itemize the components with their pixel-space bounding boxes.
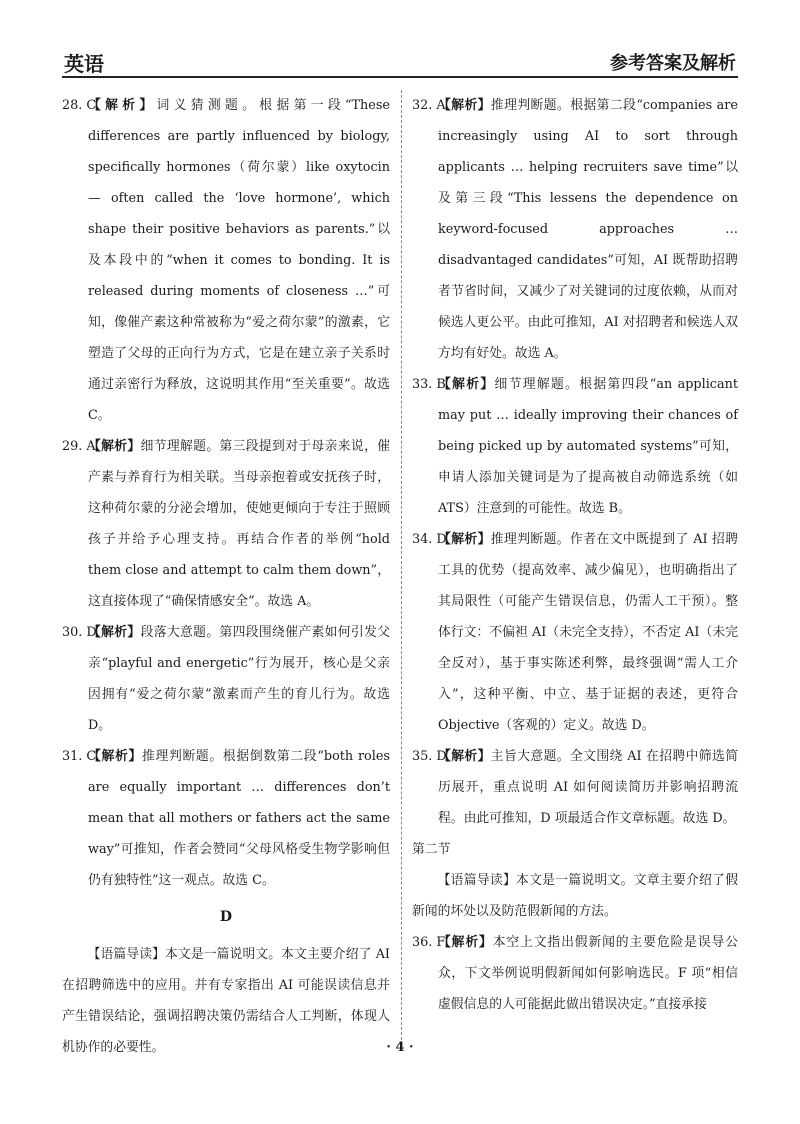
page-number: · 4 · (386, 1040, 414, 1055)
answer-number: 30. D (62, 625, 97, 640)
page-header (62, 44, 738, 78)
answer-item-35 (412, 741, 738, 834)
answer-item-29 (62, 431, 390, 617)
answer-text: 主旨大意题。全文围绕 AI 在招聘中筛选简历展开，重点说明 AI 如何阅读简历并影响招聘流程。由此可推知，D 项最适合作文章标题。故选 D。 (438, 749, 738, 826)
answer-number: 29. A (62, 439, 96, 454)
answer-number: 28. C (62, 98, 97, 113)
answer-number: 32. A (412, 98, 446, 113)
answer-item-34 (412, 524, 738, 741)
answer-text: 推理判断题。作者在文中既提到了 AI 招聘工具的优势（提高效率、减少偏见），也明确指出了其局限性（可能产生错误信息，仍需人工干预）。整体行文：不偏袒 AI（未完全支持），不否定 AI（未完全反对），基于事实陈述利弊，最终强调“需人工介入”，这种平衡、中立、基于证据的表述，更符合 Objective（客观的）定义。故选 D。 (438, 532, 738, 733)
answer-item-30 (62, 617, 390, 741)
answer-number: 34. D (412, 532, 447, 547)
answer-item-36 (412, 927, 738, 1020)
answer-text: 推理判断题。根据倒数第二段“both roles are equally important … differences don’t mean that all mothers or fathers act the same way”可推知，作者会赞同“父母风格受生物学影响但仍有独特性”这一观点。故选 C。 (88, 749, 390, 888)
section-heading-2: 第二节 (412, 842, 451, 857)
analysis-label: 【解析】 (438, 749, 491, 764)
answer-item-31 (62, 741, 390, 896)
answer-text: 本空上文指出假新闻的主要危险是误导公众，下文举例说明假新闻如何影响选民。F 项“相信虚假信息的人可能据此做出错误决定。”直接承接 (438, 935, 739, 1012)
answer-text: 推理判断题。根据第二段“companies are increasingly using AI to sort through applicants … helping recruiters save time”以及第三段“This lessens the dependence on keyword-focused approaches … disadvantaged candidates”可知，AI 既帮助招聘者节省时间，又减少了对关键词的过度依赖，从而对候选人更公平。由此可推知，AI 对招聘者和候选人双方均有好处。故选 A。 (438, 98, 738, 361)
answer-text: 细节理解题。第三段提到对于母亲来说，催产素与养育行为相关联。当母亲抱着或安抚孩子时，这种荷尔蒙的分泌会增加，使她更倾向于专注于照顾孩子并给予心理支持。再结合作者的举例“hold them close and attempt to calm them down”，这直接体现了“确保情感安全”。故选 A。 (88, 439, 391, 609)
passage-intro-d: 【语篇导读】本文是一篇说明文。本文主要介绍了 AI 在招聘筛选中的应用。并有专家指出 AI 可能误读信息并产生错误结论，强调招聘决策仍需结合人工判断，体现人机协作的必要性。 (62, 947, 390, 1055)
analysis-label: 【解析】 (88, 98, 157, 113)
analysis-label: 【解析】 (88, 625, 141, 640)
answer-item-28 (62, 90, 390, 431)
answer-number: 35. D (412, 749, 447, 764)
answer-number: 31. C (62, 749, 97, 764)
answer-text: 段落大意题。第四段围绕催产素如何引发父亲“playful and energetic”行为展开，核心是父亲因拥有“爱之荷尔蒙”激素而产生的育儿行为。故选 D。 (88, 625, 391, 733)
analysis-label: 【解析】 (438, 377, 495, 392)
analysis-label: 【解析】 (438, 935, 493, 950)
analysis-label: 【解析】 (438, 532, 491, 547)
answer-text: 细节理解题。根据第四段“an applicant may put … ideally improving their chances of being picked up by automated systems”可知，申请人添加关键词是为了提高被自动筛选系统（如 ATS）注意到的可能性。故选 B。 (438, 377, 738, 516)
analysis-label: 【解析】 (438, 98, 491, 113)
column-divider (401, 90, 402, 1040)
left-column (62, 90, 390, 1063)
right-column (412, 90, 738, 1020)
answer-text: 词义猜测题。根据第一段“These differences are partly influenced by biology, specifically hormones（荷尔蒙）like oxytocin — often called the ‘love hormone’, which shape their positive behaviors as parents.”以及本段中的“when it comes to bonding. It is released during moments of closeness …”可知，像催产素这种常被称为“爱之荷尔蒙”的激素，它塑造了父母的正向行为方式，它是在建立亲子关系时通过亲密行为释放，这说明其作用“至关重要”。故选 C。 (88, 98, 390, 423)
subject-title: 英语 (64, 52, 104, 76)
answer-item-32 (412, 90, 738, 369)
answer-number: 33. B (412, 377, 446, 392)
analysis-label: 【解析】 (88, 439, 141, 454)
answer-number: 36. F (412, 935, 446, 950)
section-heading-d: D (219, 909, 233, 925)
analysis-label: 【解析】 (88, 749, 142, 764)
answer-item-33 (412, 369, 738, 524)
passage-intro-2: 【语篇导读】本文是一篇说明文。文章主要介绍了假新闻的坏处以及防范假新闻的方法。 (412, 873, 738, 919)
document-title: 参考答案及解析 (610, 53, 736, 74)
